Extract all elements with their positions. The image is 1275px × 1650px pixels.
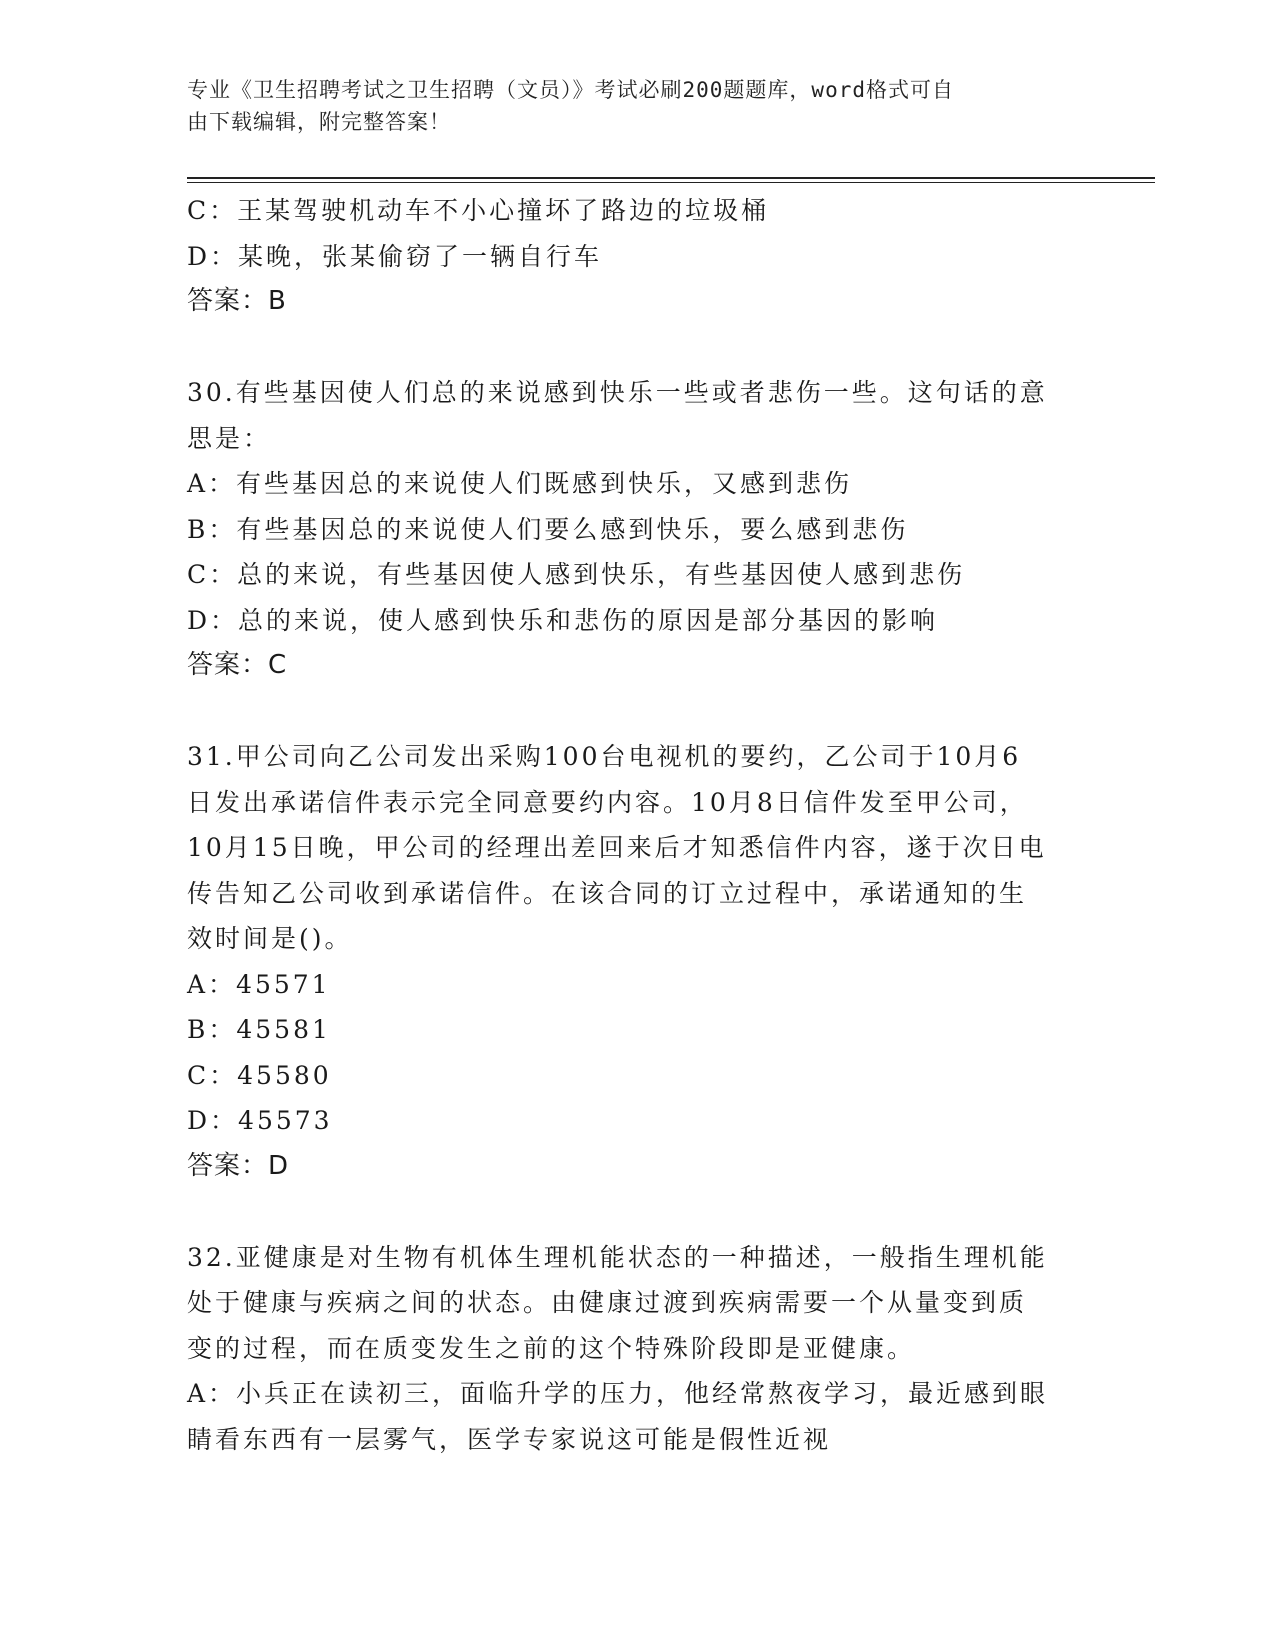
header-line-2: 由下载编辑，附完整答案！: [187, 110, 451, 134]
option-d: D：45573: [187, 1106, 333, 1135]
option-a: A：有些基因总的来说使人们既感到快乐，又感到悲伤: [187, 469, 853, 498]
spacer: [187, 325, 1077, 371]
question-29-tail: [187, 188, 1077, 325]
option-b: B：有些基因总的来说使人们要么感到快乐，要么感到悲伤: [187, 514, 909, 544]
question-stem: 变的过程，而在质变发生之前的这个特殊阶段即是亚健康。: [187, 1333, 916, 1363]
header-rule-thick: [187, 177, 1155, 179]
option-c: C：总的来说，有些基因使人感到快乐，有些基因使人感到悲伤: [187, 560, 966, 589]
question-content: [187, 188, 1077, 1462]
option-b: B：45581: [187, 1015, 331, 1044]
option-d: D：某晚，张某偷窃了一辆自行车: [187, 241, 603, 271]
spacer: [187, 1189, 1077, 1235]
option-a: 睛看东西有一层雾气，医学专家说这可能是假性近视: [187, 1424, 832, 1454]
question-stem: 效时间是()。: [187, 924, 353, 953]
question-stem: 31.甲公司向乙公司发出采购100台电视机的要约，乙公司于10月6: [187, 742, 1022, 771]
spacer: [187, 689, 1077, 735]
question-stem: 思是：: [187, 423, 272, 453]
question-stem: 10月15日晚，甲公司的经理出差回来后才知悉信件内容，遂于次日电: [187, 833, 1047, 862]
question-stem: 30.有些基因使人们总的来说感到快乐一些或者悲伤一些。这句话的意: [187, 378, 1048, 407]
question-stem: 处于健康与疾病之间的状态。由健康过渡到疾病需要一个从量变到质: [187, 1288, 1028, 1317]
answer: 答案：B: [187, 286, 287, 316]
option-a: A：小兵正在读初三，面临升学的压力，他经常熬夜学习，最近感到眼: [187, 1379, 1049, 1408]
question-31: [187, 734, 1077, 1189]
question-stem: 日发出承诺信件表示完全同意要约内容。10月8日信件发至甲公司，: [187, 787, 1028, 817]
option-d: D：总的来说，使人感到快乐和悲伤的原因是部分基因的影响: [187, 605, 939, 635]
question-stem: 32.亚健康是对生物有机体生理机能状态的一种描述，一般指生理机能: [187, 1242, 1048, 1272]
option-c: C：王某驾驶机动车不小心撞坏了路边的垃圾桶: [187, 196, 770, 225]
option-c: C：45580: [187, 1060, 332, 1090]
answer: 答案：D: [187, 1150, 290, 1181]
question-32: [187, 1235, 1077, 1463]
header-rule-thin: [187, 182, 1155, 183]
header-line-1: 专业《卫生招聘考试之卫生招聘（文员）》考试必刷200题题库，word格式可自: [187, 78, 954, 102]
option-a: A：45571: [187, 969, 331, 999]
question-stem: 传告知乙公司收到承诺信件。在该合同的订立过程中，承诺通知的生: [187, 878, 1028, 908]
question-30: [187, 370, 1077, 689]
document-header: [187, 74, 1087, 138]
answer: 答案：C: [187, 650, 288, 680]
